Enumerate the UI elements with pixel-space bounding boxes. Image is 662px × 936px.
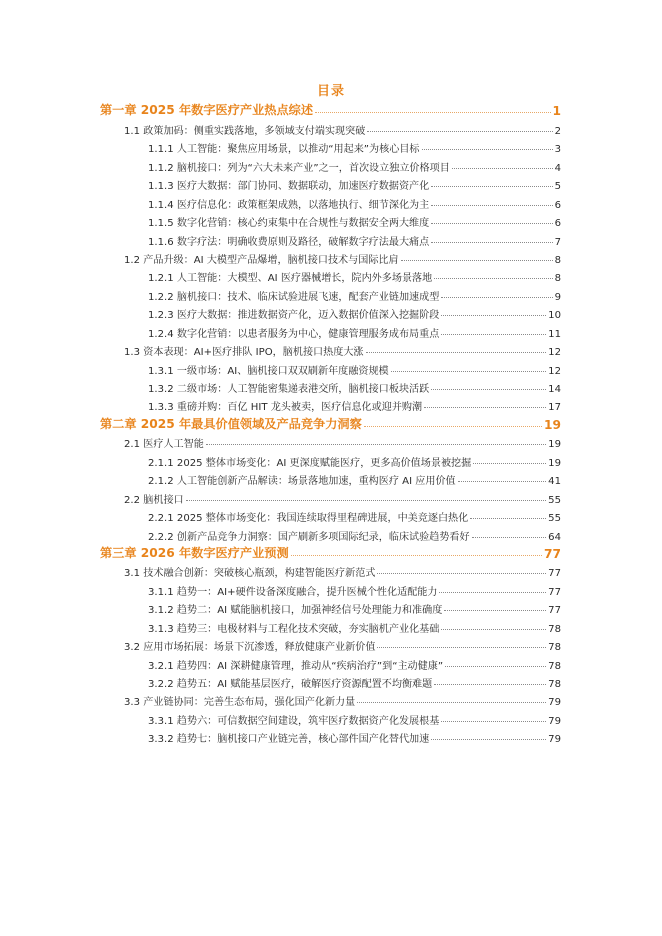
toc-subsection-entry[interactable]: [100, 303, 561, 321]
toc-entry-label: 2.1.2 人工智能创新产品解读：场景落地加速，重构医疗 AI 应用价值: [148, 476, 456, 488]
toc-page-number: 11: [548, 328, 561, 340]
toc-entry-label: 1.1.3 医疗大数据：部门协同、数据联动，加速医疗数据资产化: [148, 181, 430, 193]
toc-entry-label: 1.1.2 脑机接口：列为“六大未来产业”之一，首次设立独立价格项目: [148, 162, 450, 174]
toc-dot-leader: [401, 260, 553, 261]
toc-entry-label: 1.3 资本表现：AI+医疗排队 IPO，脑机接口热度大涨: [124, 347, 364, 359]
toc-entry-label: 2.2.1 2025 整体市场变化：我国连续取得里程碑进展，中美竞逐白热化: [148, 513, 469, 525]
toc-page-number: 77: [548, 568, 561, 580]
toc-page-number: 12: [548, 365, 561, 377]
toc-page-number: 77: [548, 586, 561, 598]
toc-entry-label: 3.1.2 趋势二：AI 赋能脑机接口，加强神经信号处理能力和准确度: [148, 605, 443, 617]
toc-dot-leader: [431, 739, 546, 740]
toc-page-number: 2: [554, 125, 561, 137]
toc-dot-leader: [424, 407, 546, 408]
toc-entry-label: 3.2 应用市场拓展：场景下沉渗透，释放健康产业新价值: [124, 642, 376, 654]
toc-dot-leader: [441, 629, 546, 630]
toc-page-number: 9: [554, 291, 561, 303]
toc-subsection-entry[interactable]: [100, 284, 561, 302]
toc-subsection-entry[interactable]: [100, 708, 561, 726]
toc-entry-label: 1.2.2 脑机接口：技术、临床试验进展飞速，配套产业链加速成型: [148, 291, 440, 303]
toc-dot-leader: [472, 537, 547, 538]
toc-section-entry[interactable]: [100, 248, 561, 266]
toc-dot-leader: [422, 149, 553, 150]
toc-page-number: 4: [554, 162, 561, 174]
toc-entry-label: 1.1.1 人工智能：聚焦应用场景，以推动“用起来”为核心目标: [148, 144, 420, 156]
toc-subsection-entry[interactable]: [100, 395, 561, 413]
toc-chapter-entry[interactable]: [100, 543, 561, 561]
toc-subsection-entry[interactable]: [100, 358, 561, 376]
toc-entry-label: 1.3.3 重磅并购：百亿 HIT 龙头被卖，医疗信息化或迎并购潮: [148, 402, 423, 414]
toc-dot-leader: [186, 500, 547, 501]
toc-subsection-entry[interactable]: [100, 616, 561, 634]
toc-entry-label: 3.2.1 趋势四：AI 深耕健康管理，推动从“疾病治疗”到“主动健康”: [148, 660, 444, 672]
toc-page-number: 8: [554, 254, 561, 266]
toc-subsection-entry[interactable]: [100, 192, 561, 210]
toc-dot-leader: [434, 684, 546, 685]
toc-subsection-entry[interactable]: [100, 229, 561, 247]
toc-dot-leader: [377, 573, 546, 574]
toc-entry-label: 3.3.1 趋势六：可信数据空间建设，筑牢医疗数据资产化发展根基: [148, 715, 440, 727]
toc-title: 目录: [316, 84, 345, 99]
toc-subsection-entry[interactable]: [100, 727, 561, 745]
toc-dot-leader: [291, 555, 542, 556]
toc-page-number: 1: [552, 104, 561, 119]
toc-entry-label: 3.3.2 趋势七：脑机接口产业链完善，核心部件国产化替代加速: [148, 734, 430, 746]
toc-entry-label: 1.2.3 医疗大数据：推进数据资产化，迈入数据价值深入挖掘阶段: [148, 310, 440, 322]
toc-dot-leader: [441, 721, 546, 722]
toc-page-number: 12: [548, 347, 561, 359]
toc-page-number: 79: [548, 715, 561, 727]
toc-subsection-entry[interactable]: [100, 321, 561, 339]
toc-subsection-entry[interactable]: [100, 174, 561, 192]
toc-entry-label: 3.2.2 趋势五：AI 赋能基层医疗，破解医疗资源配置不均衡难题: [148, 679, 433, 690]
toc-subsection-entry[interactable]: [100, 506, 561, 524]
toc-page-number: 55: [548, 513, 561, 525]
toc-page-number: 19: [548, 457, 561, 469]
toc-section-entry[interactable]: [100, 118, 561, 136]
toc-subsection-entry[interactable]: [100, 266, 561, 284]
toc-page-number: 78: [548, 660, 561, 672]
toc-subsection-entry[interactable]: [100, 672, 561, 690]
toc-entry-label: 3.1.1 趋势一：AI+硬件设备深度融合，提升医械个性化适配能力: [148, 586, 438, 598]
toc-section-entry[interactable]: [100, 340, 561, 358]
toc-entry-label: 2.1.1 2025 整体市场变化：AI 更深度赋能医疗，更多高价值场景被挖掘: [148, 457, 472, 469]
toc-entry-label: 第二章 2025 年最具价值领域及产品竞争力洞察: [100, 416, 362, 431]
toc-page-number: 14: [548, 384, 561, 395]
toc-page-number: 3: [554, 144, 561, 156]
toc-page-number: 41: [548, 476, 561, 488]
toc-page-number: 8: [554, 273, 561, 285]
toc-section-entry[interactable]: [100, 635, 561, 653]
toc-dot-leader: [431, 242, 552, 243]
toc-entry-label: 3.1 技术融合创新：突破核心瓶颈，构建智能医疗新范式: [124, 568, 376, 580]
toc-entry-label: 1.3.1 一级市场：AI、脑机接口双双刷新年度融资规模: [148, 365, 389, 377]
toc-dot-leader: [431, 186, 552, 187]
toc-section-entry[interactable]: [100, 561, 561, 579]
toc-dot-leader: [473, 463, 546, 464]
toc-page-number: 5: [554, 181, 561, 193]
toc-subsection-entry[interactable]: [100, 469, 561, 487]
toc-entry-label: 3.1.3 趋势三：电极材料与工程化技术突破，夯实脑机产业化基础: [148, 623, 440, 635]
toc-subsection-entry[interactable]: [100, 155, 561, 173]
toc-page-number: 78: [548, 642, 561, 654]
toc-subsection-entry[interactable]: [100, 137, 561, 155]
toc-dot-leader: [431, 223, 552, 224]
toc-page-number: 55: [548, 494, 561, 506]
toc-entry-label: 1.1.4 医疗信息化：政策框架成熟，以落地执行、细节深化为主: [148, 199, 430, 211]
toc-entry-label: 1.1 政策加码：侧重实践落地，多领域支付端实现突破: [124, 125, 366, 137]
toc-page-number: 79: [548, 697, 561, 709]
toc-subsection-entry[interactable]: [100, 450, 561, 468]
toc-page-number: 78: [548, 623, 561, 635]
toc-dot-leader: [364, 426, 542, 427]
toc-entry-label: 1.3.2 二级市场：人工智能密集递表港交所，脑机接口板块活跃: [148, 384, 430, 395]
toc-dot-leader: [441, 334, 546, 335]
toc-dot-leader: [391, 371, 546, 372]
toc-dot-leader: [445, 666, 546, 667]
toc-dot-leader: [377, 647, 546, 648]
toc-entry-label: 第三章 2026 年数字医疗产业预测: [100, 545, 289, 560]
toc-page-number: 7: [554, 236, 561, 248]
toc-subsection-entry[interactable]: [100, 377, 561, 395]
toc-entry-label: 3.3 产业链协同：完善生态布局，强化国产化新力量: [124, 697, 356, 709]
toc-entry-label: 1.1.5 数字化营销：核心约束集中在合规性与数据安全两大维度: [148, 218, 430, 230]
toc-page-number: 17: [548, 402, 561, 414]
toc-page-number: 6: [554, 199, 561, 211]
toc-dot-leader: [431, 205, 552, 206]
toc-page-number: 77: [544, 546, 561, 561]
toc-dot-leader: [434, 278, 552, 279]
toc-chapter-entry[interactable]: [100, 413, 561, 431]
toc-dot-leader: [206, 444, 546, 445]
toc-entry-label: 1.2.4 数字化营销：以患者服务为中心，健康管理服务成布局重点: [148, 328, 440, 340]
toc-page-number: 10: [548, 310, 561, 322]
toc-dot-leader: [441, 315, 546, 316]
toc-chapter-entry[interactable]: [100, 100, 561, 118]
toc-page-number: 19: [544, 417, 561, 432]
toc-dot-leader: [366, 352, 547, 353]
toc-entry-label: 2.2.2 创新产品竞争力洞察：国产刷新多项国际纪录，临床试验趋势看好: [148, 531, 470, 543]
toc-subsection-entry[interactable]: [100, 211, 561, 229]
toc-dot-leader: [444, 610, 546, 611]
toc-subsection-entry[interactable]: [100, 598, 561, 616]
toc-entry-label: 第一章 2025 年数字医疗产业热点综述: [100, 103, 314, 118]
toc-page-number: 19: [548, 439, 561, 451]
toc-subsection-entry[interactable]: [100, 524, 561, 542]
toc-list: [100, 100, 561, 745]
toc-page-number: 78: [548, 679, 561, 690]
toc-page-number: 77: [548, 605, 561, 617]
toc-dot-leader: [458, 481, 547, 482]
toc-section-entry[interactable]: [100, 690, 561, 708]
toc-dot-leader: [431, 389, 546, 390]
toc-subsection-entry[interactable]: [100, 579, 561, 597]
toc-section-entry[interactable]: [100, 487, 561, 505]
toc-page-number: 79: [548, 734, 561, 746]
toc-dot-leader: [441, 297, 552, 298]
toc-section-entry[interactable]: [100, 432, 561, 450]
toc-dot-leader: [357, 702, 546, 703]
toc-entry-label: 1.2 产品升级：AI 大模型产品爆增，脑机接口技术与国际比肩: [124, 254, 399, 266]
toc-entry-label: 2.1 医疗人工智能: [124, 439, 204, 451]
toc-dot-leader: [367, 131, 552, 132]
toc-dot-leader: [315, 112, 550, 113]
toc-page-number: 6: [554, 218, 561, 230]
toc-entry-label: 1.2.1 人工智能：大模型、AI 医疗器械增长，院内外多场景落地: [148, 273, 433, 285]
toc-page-number: 64: [548, 531, 561, 543]
toc-entry-label: 2.2 脑机接口: [124, 494, 184, 506]
toc-entry-label: 1.1.6 数字疗法：明确收费原则及路径，破解数字疗法最大痛点: [148, 236, 430, 248]
toc-subsection-entry[interactable]: [100, 653, 561, 671]
toc-dot-leader: [470, 518, 546, 519]
toc-dot-leader: [439, 592, 546, 593]
toc-dot-leader: [452, 168, 553, 169]
